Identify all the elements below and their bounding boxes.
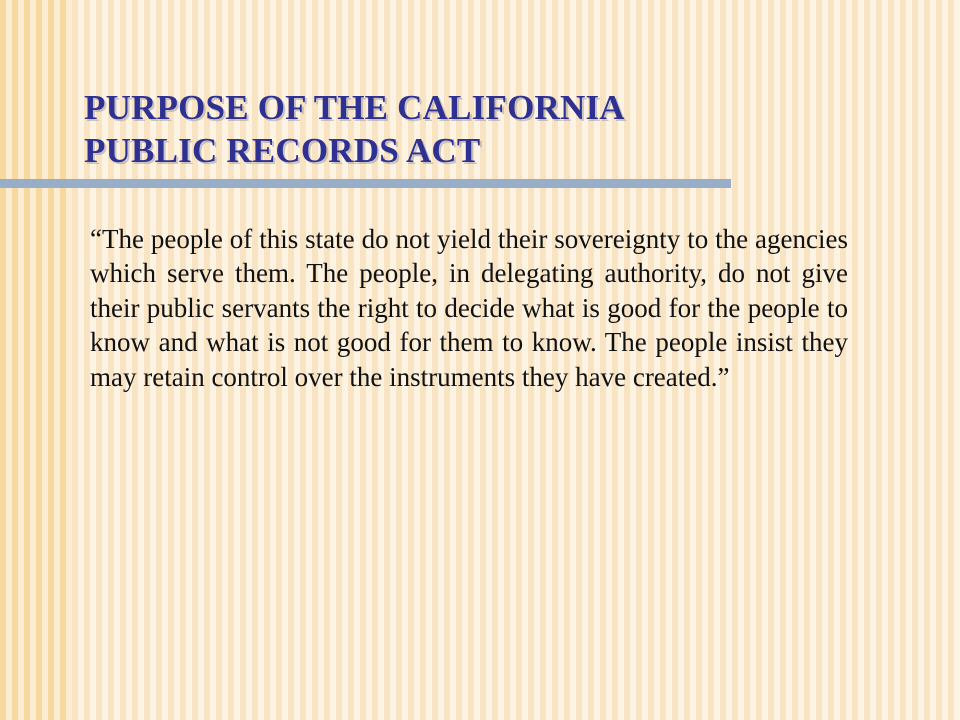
slide-title	[84, 86, 724, 172]
title-line-2: PUBLIC RECORDS ACT	[84, 131, 481, 170]
title-line-1: PURPOSE OF THE CALIFORNIA	[84, 88, 625, 127]
title-underline-rule	[0, 179, 731, 188]
left-stripe-band	[0, 0, 72, 720]
quote-text: “The people of this state do not yield their sovereignty to the agencies which serve them. The people, in delegating authority, do not give their public servants the right to decide what is good for the people to know and what is not good for them to know. The people insist they may retain control over the instruments they have created.”	[90, 224, 848, 392]
